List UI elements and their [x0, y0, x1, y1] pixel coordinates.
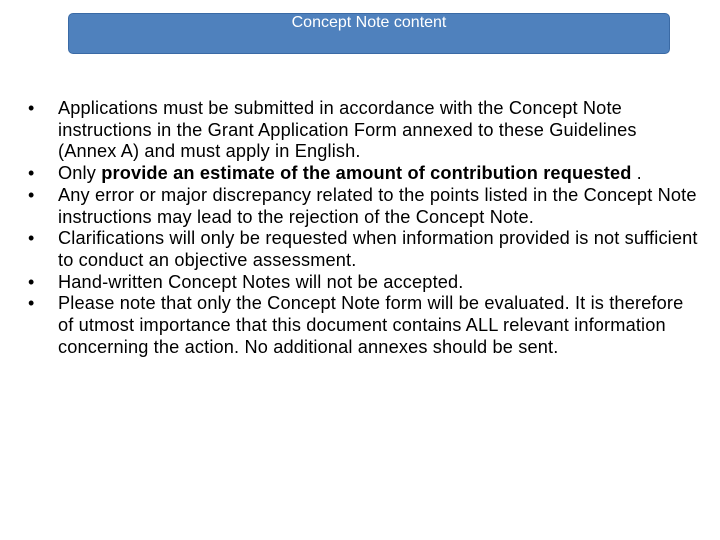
slide-title: Concept Note content: [291, 14, 447, 31]
bullet-text: Please note that only the Concept Note form will be evaluated. It is therefore of utmost importance that this document contains ALL relevant information concerning the action. No additional annexes should be sent.: [58, 293, 684, 357]
bullet-icon: •: [28, 163, 35, 184]
bullet-item: [28, 228, 700, 271]
bullet-text-suffix: .: [631, 163, 642, 184]
bullet-item: [28, 163, 700, 185]
bullet-icon: •: [28, 184, 35, 205]
bullet-item: [28, 293, 700, 358]
bullet-item: [28, 98, 700, 163]
bullet-icon: •: [28, 228, 35, 249]
bullet-text-prefix: Only: [58, 163, 102, 184]
title-banner: [68, 13, 670, 54]
bullet-list: [28, 98, 700, 358]
bullet-text: Clarifications will only be requested when information provided is not sufficient to conduct an objective assessment.: [58, 228, 698, 270]
bullet-text: Hand-written Concept Notes will not be accepted.: [58, 271, 464, 292]
bullet-item: [28, 185, 700, 228]
bullet-text-bold: provide an estimate of the amount of contribution requested: [101, 163, 632, 184]
bullet-item: [28, 272, 700, 294]
bullet-icon: •: [28, 293, 35, 314]
bullet-text: Applications must be submitted in accordance with the Concept Note instructions in the Grant Application Form annexed to these Guidelines (Annex A) and must apply in English.: [58, 98, 637, 162]
bullet-text: Any error or major discrepancy related to the points listed in the Concept Note instructions may lead to the rejection of the Concept Note.: [58, 184, 697, 227]
bullet-icon: •: [28, 271, 35, 292]
bullet-icon: •: [28, 98, 35, 118]
